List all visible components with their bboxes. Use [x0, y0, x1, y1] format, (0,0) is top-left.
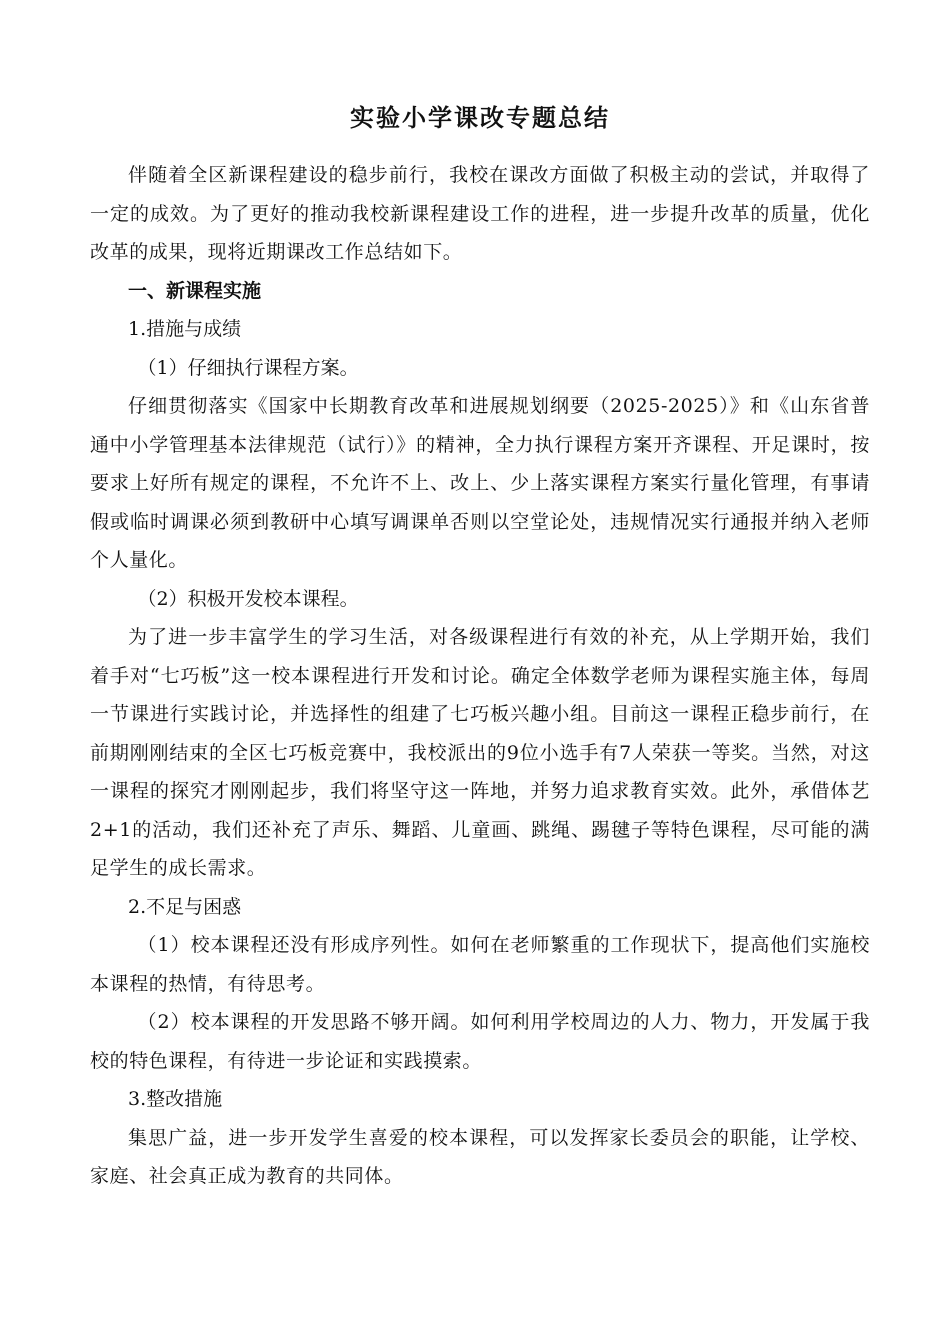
document-page	[90, 98, 870, 1196]
subheading-rectification: 3.整改措施	[128, 1088, 223, 1110]
paragraph-execute-plan: 仔细贯彻落实《国家中长期教育改革和进展规划纲要（2025-2025）》和《山东省普通中小学管理基本法律规范（试行）》的精神，全力执行课程方案开齐课程、开足课时，按要求上好所有规定的课程，不允许不上、改上、少上落实课程方案实行量化管理，有事请假或临时调课必须到教研中心填写调课单否则以空堂论处，违规情况实行通报并纳入老师个人量化。	[90, 395, 870, 571]
paragraph-rectification: 集思广益，进一步开发学生喜爱的校本课程，可以发挥家长委员会的职能，让学校、家庭、社会真正成为教育的共同体。	[90, 1126, 870, 1187]
intro-paragraph: 伴随着全区新课程建设的稳步前行，我校在课改方面做了积极主动的尝试，并取得了一定的成效。为了更好的推动我校新课程建设工作的进程，进一步提升改革的质量，优化改革的成果，现将近期课改工作总结如下。	[90, 164, 870, 263]
subheading-shortcomings: 2.不足与困惑	[128, 895, 242, 918]
paragraph-issue-2: （2）校本课程的开发思路不够开阔。如何利用学校周边的人力、物力，开发属于我校的特色课程，有待进一步论证和实践摸索。	[90, 1011, 870, 1072]
section-heading-new-curriculum: 一、新课程实施	[128, 279, 262, 302]
item-heading-execute-plan: （1）仔细执行课程方案。	[137, 356, 359, 379]
subheading-measures: 1.措施与成绩	[128, 318, 242, 340]
paragraph-issue-1: （1）校本课程还没有形成序列性。如何在老师繁重的工作现状下，提高他们实施校本课程的热情，有待思考。	[90, 934, 870, 995]
item-heading-develop-courses: （2）积极开发校本课程。	[137, 587, 359, 610]
paragraph-develop-courses: 为了进一步丰富学生的学习生活，对各级课程进行有效的补充，从上学期开始，我们着手对“七巧板”这一校本课程进行开发和讨论。确定全体数学老师为课程实施主体，每周一节课进行实践讨论，并选择性的组建了七巧板兴趣小组。目前这一课程正稳步前行，在前期刚刚结束的全区七巧板竞赛中，我校派出的9位小选手有7人荣获一等奖。当然，对这一课程的探究才刚刚起步，我们将坚守这一阵地，并努力追求教育实效。此外，承借体艺2+1的活动，我们还补充了声乐、舞蹈、儿童画、跳绳、踢毽子等特色课程，尽可能的满足学生的成长需求。	[90, 626, 870, 879]
document-title: 实验小学课改专题总结	[350, 103, 610, 132]
